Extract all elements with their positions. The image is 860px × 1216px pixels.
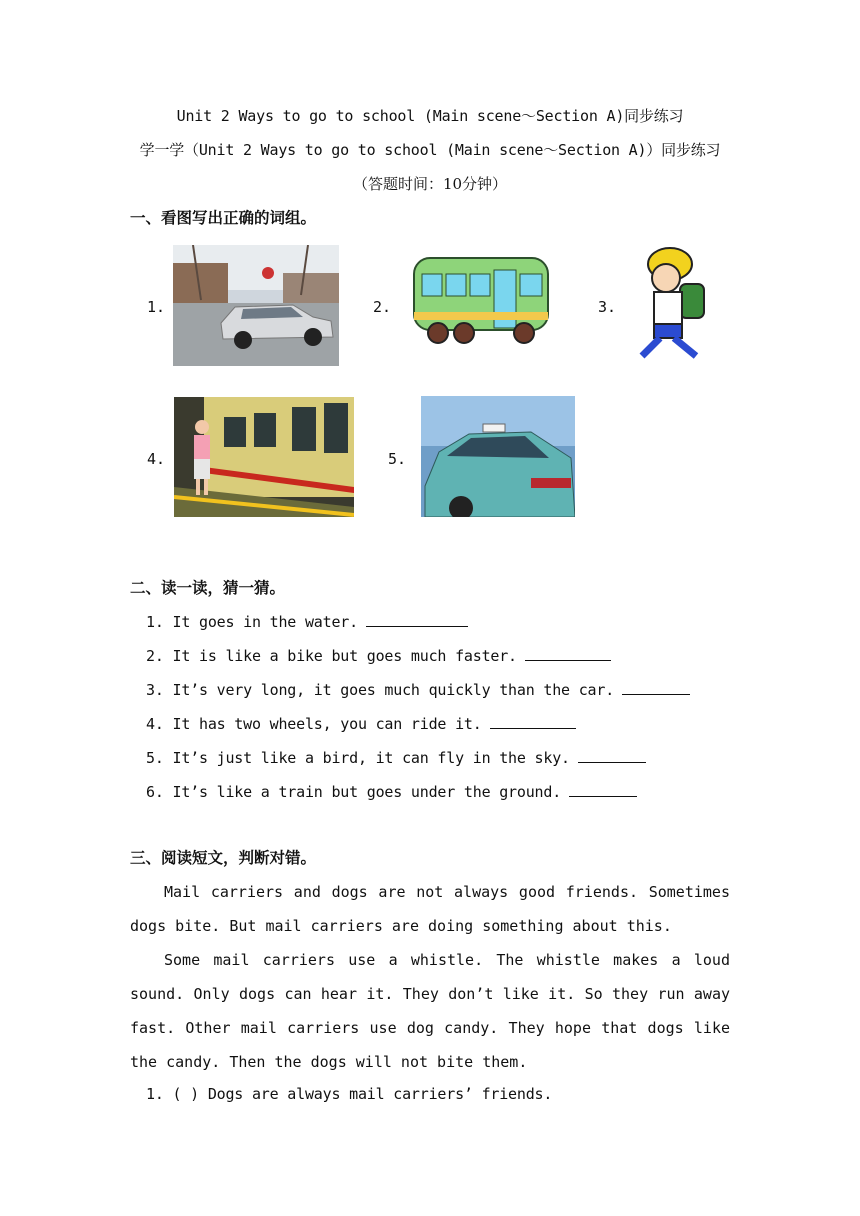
subway-picture	[174, 397, 354, 517]
answer-blank[interactable]	[578, 748, 646, 763]
item-number: 1.	[147, 298, 166, 316]
answer-blank[interactable]	[366, 612, 468, 627]
section3-heading: 三、阅读短文，判断对错。	[130, 849, 317, 867]
riddle-text: 3. It’s very long, it goes much quickly than the car.	[146, 681, 615, 699]
reading-paragraph: Some mail carriers use a whistle. The whistle makes a loud sound. Only dogs can hear it. They don’t like it. So they run away fast. Other mail carriers use dog candy. They hope that dogs like the candy. Then the dogs will not bite them.	[130, 951, 730, 1071]
true-false-question: 1. ( ) Dogs are always mail carriers’ friends.	[146, 1085, 553, 1103]
item-number: 5.	[388, 450, 407, 468]
answer-blank[interactable]	[569, 782, 637, 797]
riddle-text: 2. It is like a bike but goes much faster.	[146, 647, 517, 665]
riddle-item	[146, 612, 468, 632]
riddle-text: 5. It’s just like a bird, it can fly in the sky.	[146, 749, 570, 767]
item-number: 3.	[598, 298, 617, 316]
section2-heading: 二、读一读，猜一猜。	[130, 579, 286, 597]
section1-heading: 一、看图写出正确的词组。	[130, 209, 317, 227]
item-number: 4.	[147, 450, 166, 468]
car-picture	[173, 245, 339, 366]
document-title: Unit 2 Ways to go to school (Main scene～Section A)同步练习	[176, 107, 684, 125]
document-subtitle: 学一学（Unit 2 Ways to go to school (Main scene～Section A)）同步练习	[139, 141, 721, 159]
taxi-picture	[421, 396, 575, 517]
riddle-item	[146, 646, 611, 666]
riddle-item	[146, 680, 690, 700]
answer-blank[interactable]	[622, 680, 690, 695]
answer-blank[interactable]	[490, 714, 576, 729]
riddle-text: 4. It has two wheels, you can ride it.	[146, 715, 482, 733]
riddle-text: 1. It goes in the water.	[146, 613, 358, 631]
riddle-item	[146, 714, 576, 734]
item-number: 2.	[373, 298, 392, 316]
riddle-text: 6. It’s like a train but goes under the ground.	[146, 783, 562, 801]
bus-picture	[408, 248, 554, 348]
riddle-item	[146, 782, 637, 802]
walking-student-picture	[624, 240, 718, 368]
reading-paragraph: Mail carriers and dogs are not always good friends. Sometimes dogs bite. But mail carriers are doing something about this.	[130, 883, 730, 935]
riddle-item	[146, 748, 646, 768]
time-note: （答题时间：10分钟）	[352, 175, 508, 193]
answer-blank[interactable]	[525, 646, 611, 661]
